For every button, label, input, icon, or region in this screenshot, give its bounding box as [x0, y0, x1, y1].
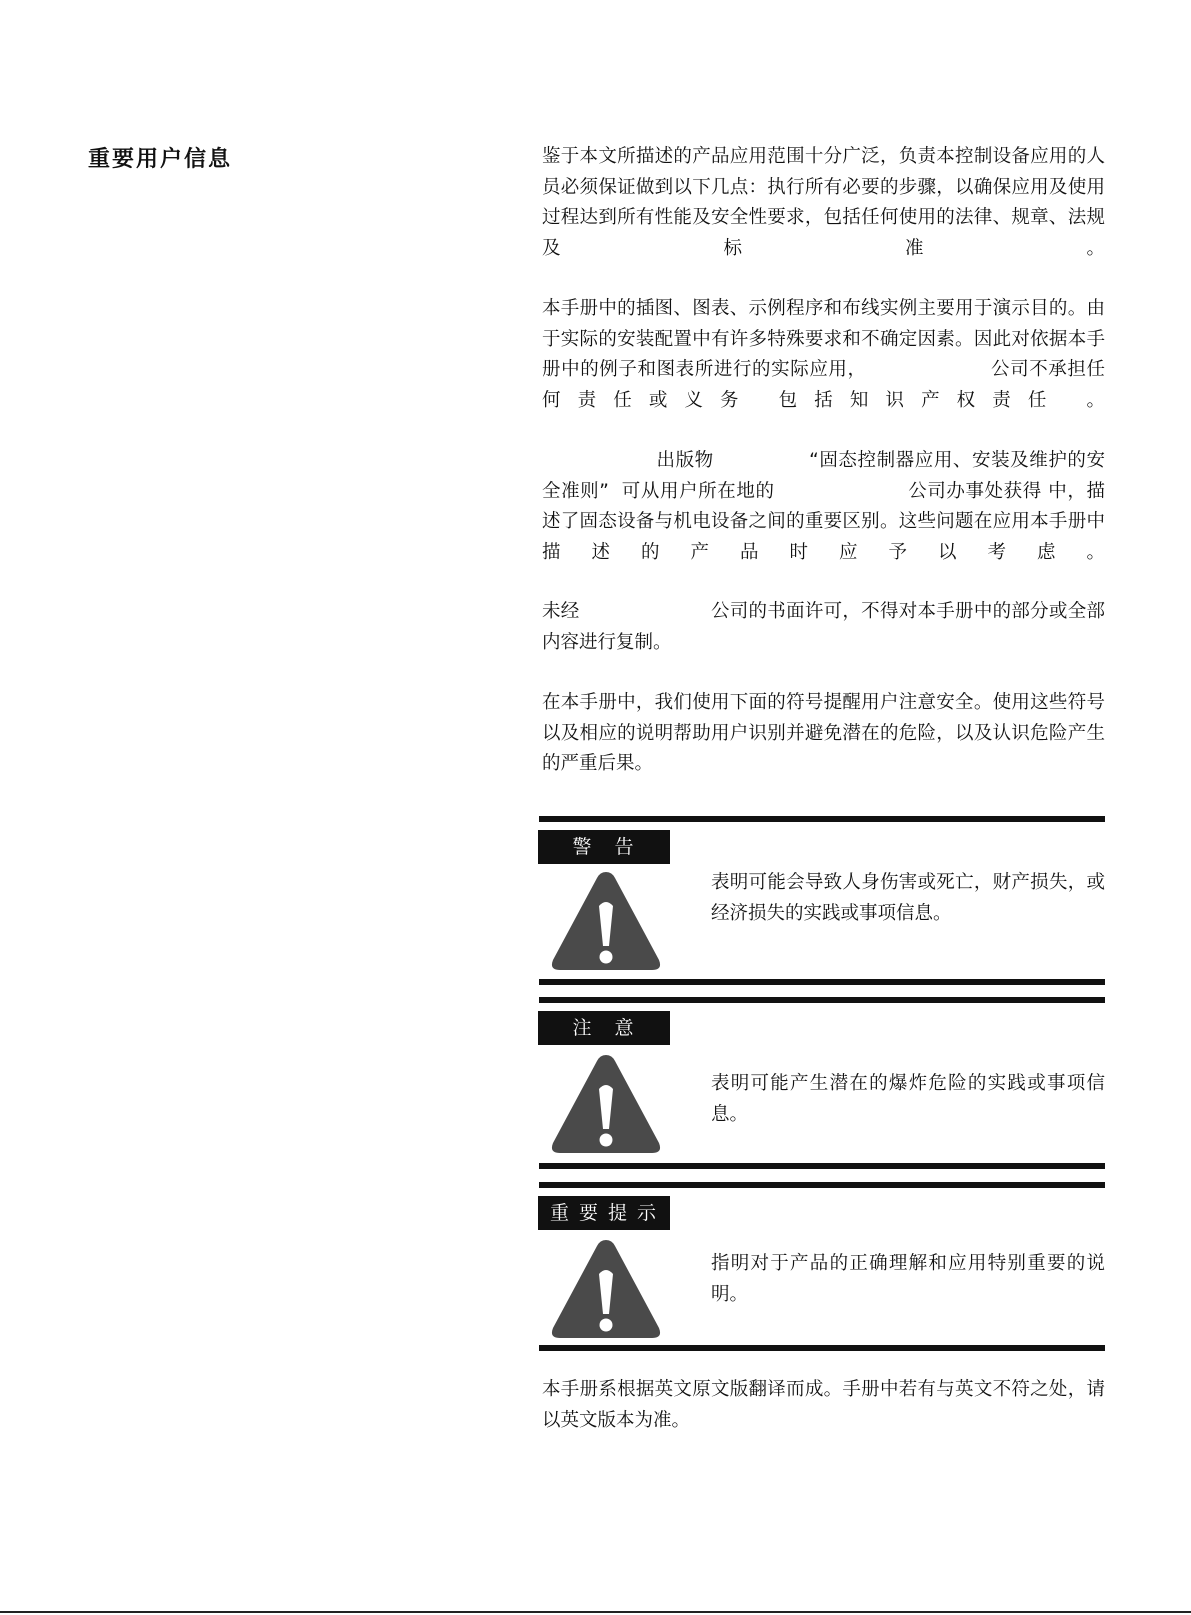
notice-top-rule	[539, 816, 1105, 822]
notice-text-important: 指明对于产品的正确理解和应用特别重要的说明。	[711, 1253, 1105, 1305]
paragraph-copyright: 未经 公司的书面许可，不得对本手册中的部分或全部内容进行复制。	[542, 601, 1105, 653]
page-bottom-divider	[0, 1611, 1191, 1613]
notice-bottom-rule	[539, 979, 1105, 985]
paragraph-illustrations-disclaimer: 本手册中的插图、图表、示例程序和布线实例主要用于演示目的。由于实际的安装配置中有许多特殊要求和不确定因素。因此对依据本手册中的例子和图表所进行的实际应用， 公司不承担任何责任或义务 包括知识产权责任 。	[542, 298, 1105, 411]
notice-text-warning: 表明可能会导致人身伤害或死亡，财产损失，或经济损失的实践或事项信息。	[711, 872, 1105, 924]
warning-triangle-icon	[548, 868, 664, 974]
notice-label-warning: 警 告	[538, 830, 670, 864]
warning-triangle-icon	[548, 1051, 664, 1157]
paragraph-scope: 鉴于本文所描述的产品应用范围十分广泛，负责本控制设备应用的人员必须保证做到以下几点：执行所有必要的步骤，以确保应用及使用过程达到所有性能及安全性要求，包括任何使用的法律、规章、法规及标准。	[542, 146, 1105, 259]
notice-bottom-rule	[539, 1163, 1105, 1169]
page-title: 重要用户信息	[88, 147, 233, 172]
paragraph-symbols-intro: 在本手册中，我们使用下面的符号提醒用户注意安全。使用这些符号以及相应的说明帮助用户识别并避免潜在的危险，以及认识危险产生的严重后果。	[542, 692, 1105, 774]
notice-label-important: 重 要 提 示	[538, 1196, 670, 1230]
notice-top-rule	[539, 997, 1105, 1003]
notice-label-caution: 注 意	[538, 1011, 670, 1045]
warning-triangle-icon	[548, 1236, 664, 1342]
translation-note: 本手册系根据英文原文版翻译而成。手册中若有与英文不符之处，请以英文版本为准。	[542, 1379, 1105, 1431]
notice-top-rule	[539, 1182, 1105, 1188]
paragraph-publication-reference: 出版物 “固态控制器应用、安装及维护的安全准则” 可从用户所在地的 公司办事处获得 中，描述了固态设备与机电设备之间的重要区别。这些问题在应用本手册中描述的产品时应予以考虑。	[542, 450, 1105, 563]
notice-text-caution: 表明可能产生潜在的爆炸危险的实践或事项信息。	[711, 1073, 1105, 1125]
notice-bottom-rule	[539, 1345, 1105, 1351]
